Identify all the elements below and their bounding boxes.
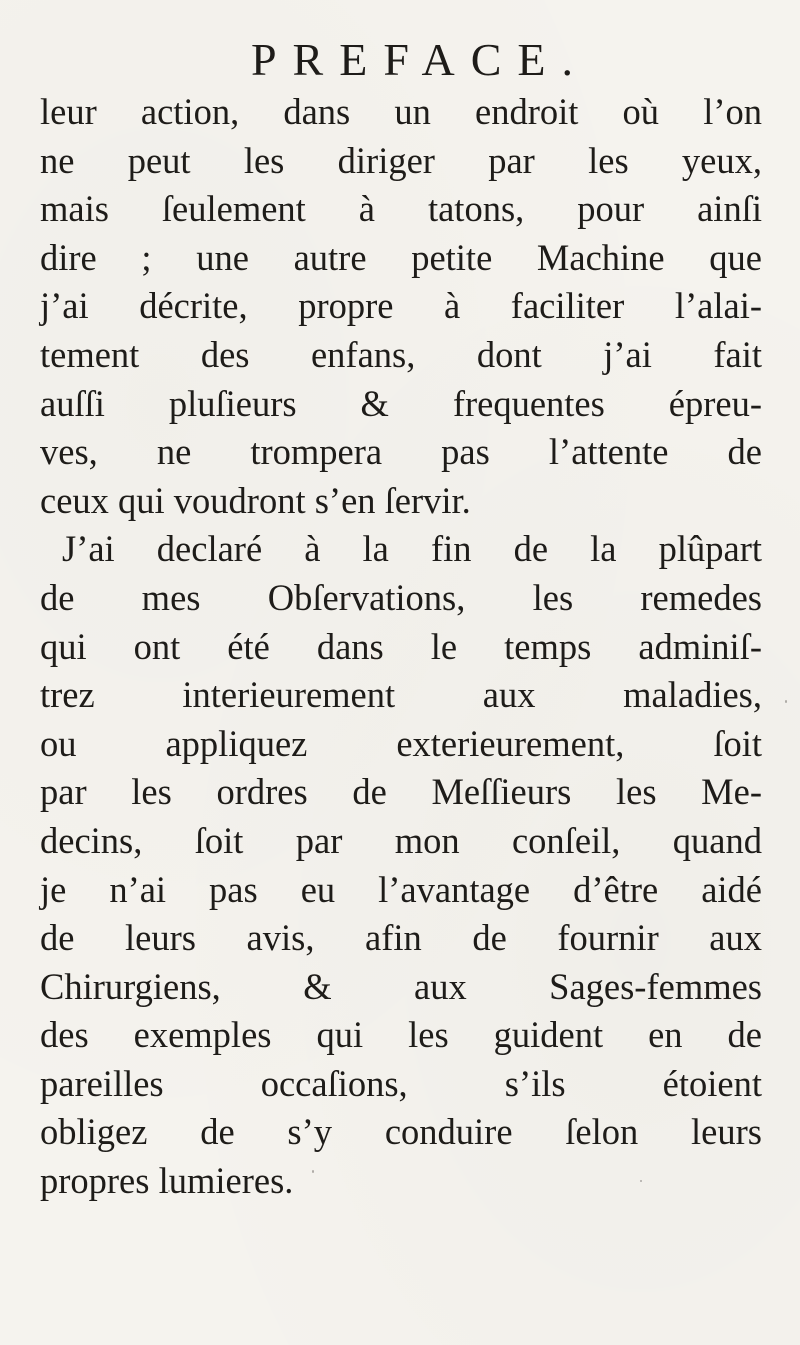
text-line: J’ai declaré à la fin de la plûpart xyxy=(62,528,762,570)
text-line: je n’ai pas eu l’avantage d’être aidé xyxy=(40,868,762,910)
body-text xyxy=(40,88,762,1206)
text-line: trez interieurement aux maladies, xyxy=(40,674,762,716)
text-line: j’ai décrite, propre à faciliter l’alai- xyxy=(40,285,762,327)
text-line: mais ſeulement à tatons, pour ainſi xyxy=(40,188,762,230)
text-line: auſſi pluſieurs & frequentes épreu- xyxy=(40,382,762,424)
text-line: tement des enfans, dont j’ai fait xyxy=(40,333,762,375)
text-line: leur action, dans un endroit où l’on xyxy=(40,91,762,132)
text-line: propres lumieres. xyxy=(40,1160,294,1202)
paper-speck xyxy=(168,1190,170,1192)
text-line: Chirurgiens, & aux Sages-femmes xyxy=(40,965,762,1007)
paper-speck xyxy=(640,1180,642,1182)
text-line: ves, ne trompera pas l’attente de xyxy=(40,431,762,473)
text-line: obligez de s’y conduire ſelon leurs xyxy=(40,1111,762,1153)
page-header-title: PREFACE. xyxy=(250,34,590,85)
text-line: de mes Obſervations, les remedes xyxy=(40,576,762,618)
text-line: de leurs avis, afin de fournir aux xyxy=(40,917,762,959)
text-line: qui ont été dans le temps adminiſ- xyxy=(40,625,762,667)
text-line: ou appliquez exterieurement, ſoit xyxy=(40,722,762,764)
text-line: pareilles occaſions, s’ils étoient xyxy=(40,1062,762,1104)
text-line: des exemples qui les guident en de xyxy=(40,1014,762,1056)
text-line: ceux qui voudront s’en ſervir. xyxy=(40,479,471,521)
paper-speck xyxy=(312,1170,314,1173)
text-line: ne peut les diriger par les yeux, xyxy=(40,139,762,181)
text-line: par les ordres de Meſſieurs les Me- xyxy=(40,771,762,813)
text-line: decins, ſoit par mon conſeil, quand xyxy=(40,819,762,861)
text-line: dire ; une autre petite Machine que xyxy=(40,236,762,278)
paper-speck xyxy=(785,700,787,703)
